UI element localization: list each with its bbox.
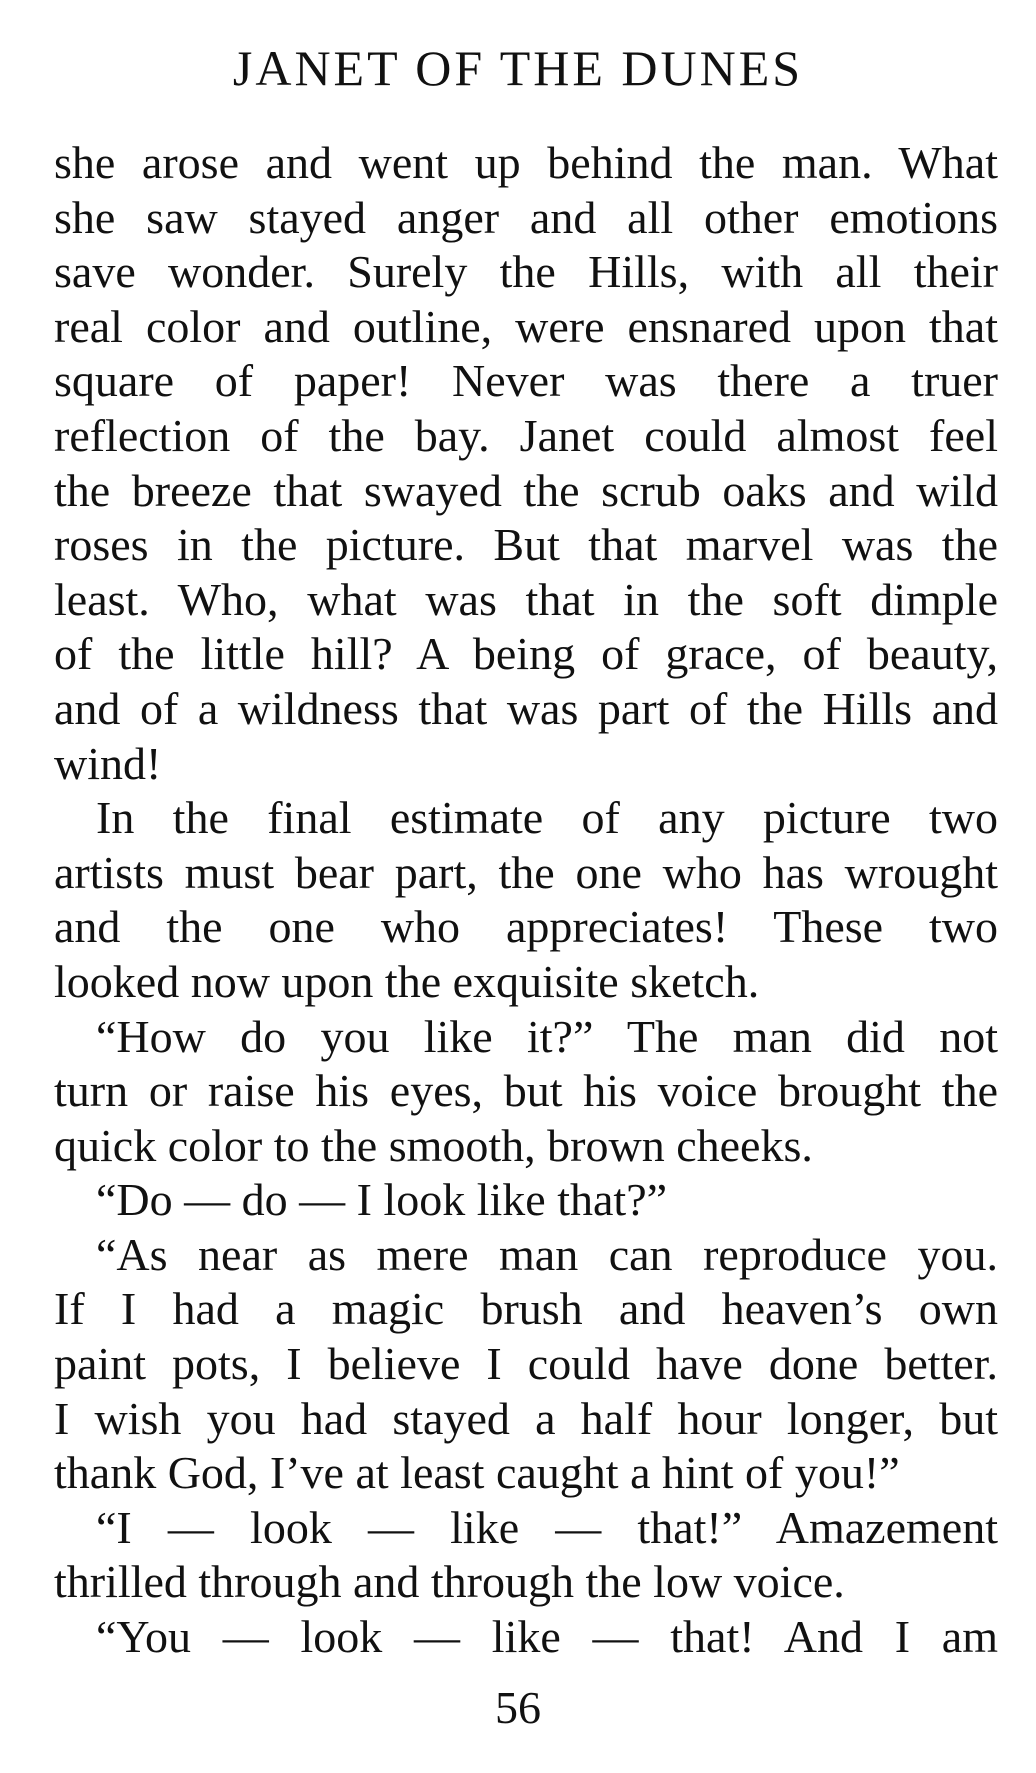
text-line: of the little hill? A being of grace, of beauty, [54,628,998,680]
text-line: and of a wildness that was part of the Hills and [54,682,998,734]
running-head: JANET OF THE DUNES [232,40,804,96]
text-line: If I had a magic brush and heaven’s own [54,1283,998,1335]
text-line: “As near as mere man can reproduce you. [96,1228,998,1280]
text-line: “Do — do — I look like that?” [96,1174,668,1226]
text-line: wind! [54,737,162,789]
text-line: reflection of the bay. Janet could almost feel [54,409,998,461]
text-line: roses in the picture. But that marvel was the [54,519,998,571]
text-line: the breeze that swayed the scrub oaks and wild [54,464,998,516]
page-number: 56 [495,1682,541,1733]
text-line: artists must bear part, the one who has wrought [54,846,998,898]
text-line: paint pots, I believe I could have done better. [54,1338,998,1390]
text-line: thank God, I’ve at least caught a hint of you!” [54,1447,900,1499]
text-line: square of paper! Never was there a truer [54,355,998,407]
text-line: quick color to the smooth, brown cheeks. [54,1119,813,1171]
text-line: “I — look — like — that!” Amazement [96,1501,998,1553]
text-line: she saw stayed anger and all other emotions [54,191,998,243]
text-line: and the one who appreciates! These two [54,901,998,953]
text-line: thrilled through and through the low voice. [54,1556,845,1608]
text-line: In the final estimate of any picture two [96,792,998,844]
text-line: save wonder. Surely the Hills, with all their [54,246,998,298]
text-line: looked now upon the exquisite sketch. [54,955,760,1007]
text-line: turn or raise his eyes, but his voice brought the [54,1065,998,1117]
text-line: “How do you like it?” The man did not [96,1010,998,1062]
text-line: she arose and went up behind the man. What [54,137,998,188]
text-line: real color and outline, were ensnared upon that [54,300,998,352]
text-line: least. Who, what was that in the soft dimple [54,573,998,625]
body-text [54,136,998,1665]
text-line: “You — look — like — that! And I am [96,1611,998,1663]
text-line: I wish you had stayed a half hour longer, but [54,1392,998,1444]
